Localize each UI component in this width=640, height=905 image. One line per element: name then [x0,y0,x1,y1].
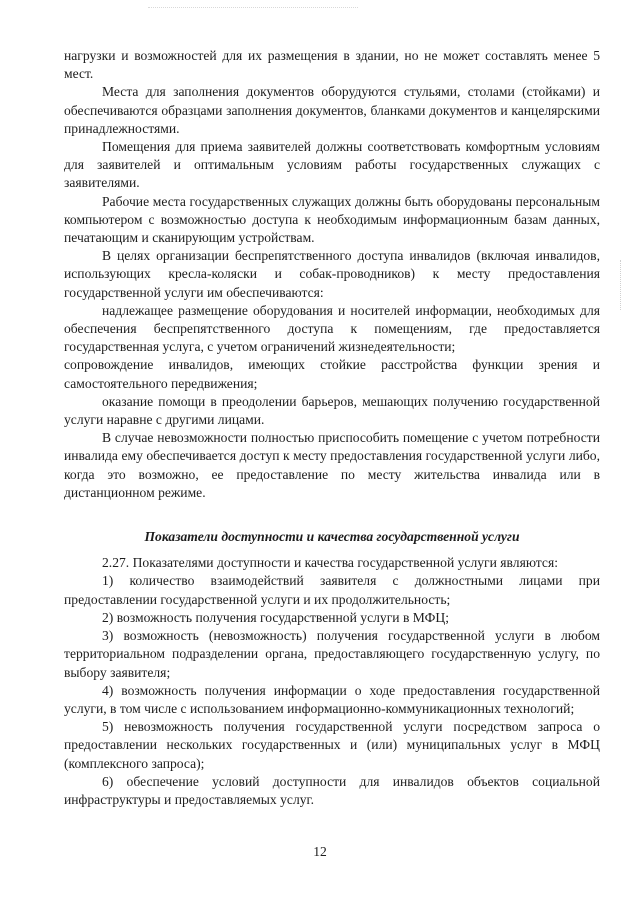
paragraph: В целях организации беспрепятственного доступа инвалидов (включая инвалидов, использующих кресла-коляски и собак-проводников) к месту предоставления государственной услуги им обеспечиваются: [64,248,600,300]
list-item: 1) количество взаимодействий заявителя с должностными лицами при предоставлении государственной услуги и их продолжительность; [64,573,600,607]
list-item: 6) обеспечение условий доступности для инвалидов объектов социальной инфраструктуры и предоставляемых услуг. [64,773,600,807]
paragraph: 2.27. Показателями доступности и качества государственной услуги являются: [102,555,558,571]
paragraph: сопровождение инвалидов, имеющих стойкие расстройства функции зрения и самостоятельного передвижения; [64,357,600,391]
list-item: 5) невозможность получения государственной услуги посредством запроса о предоставлении нескольких государственных и (или) муниципальных услуг в МФЦ (комплексного запроса); [64,719,600,771]
section-title: Показатели доступности и качества государственной услуги [144,529,520,545]
paragraph: нагрузки и возможностей для их размещения в здании, но не может составлять менее 5 мест. [64,48,600,82]
paragraph: Рабочие места государственных служащих должны быть оборудованы персональным компьютером с возможностью доступа к необходимым информационным базам данных, печатающим и сканирующим устройствам. [64,193,600,246]
list-item: 3) возможность (невозможность) получения государственной услуги в любом территориальном подразделении органа, предоставляющего государственную услугу, по выбору заявителя; [64,628,600,680]
list-item: 4) возможность получения информации о ходе предоставления государственной услуги, в том числе с использованием информационно-коммуникационных технологий; [64,682,600,716]
paragraph: надлежащее размещение оборудования и носителей информации, необходимых для обеспечения беспрепятственного доступа к помещениям, где предоставляется государственная услуга, с учетом ограничений жизнедеятельности; [64,302,600,355]
scan-margin-artifact [620,260,622,310]
page-number: 12 [313,844,327,859]
list-item: 2) возможность получения государственной услуги в МФЦ; [102,609,449,625]
paragraph: В случае невозможности полностью приспособить помещение с учетом потребности инвалида ему обеспечивается доступ к месту предоставления государственной услуги либо, когда это возможно, ее предоставление по месту жительства инвалида или в дистанционном режиме. [64,430,600,500]
paragraph: Помещения для приема заявителей должны соответствовать комфортным условиям для заявителей и оптимальным условиям работы государственных служащих с заявителями. [64,139,600,191]
paragraph: оказание помощи в преодолении барьеров, мешающих получению государственной услуги наравне с другими лицами. [64,393,600,428]
scan-header-artifact [148,7,358,12]
paragraph: Места для заполнения документов оборудуются стульями, столами (стойками) и обеспечиваются образцами заполнения документов, бланками документов и канцелярскими принадлежностями. [64,84,600,136]
document-body [64,47,600,809]
